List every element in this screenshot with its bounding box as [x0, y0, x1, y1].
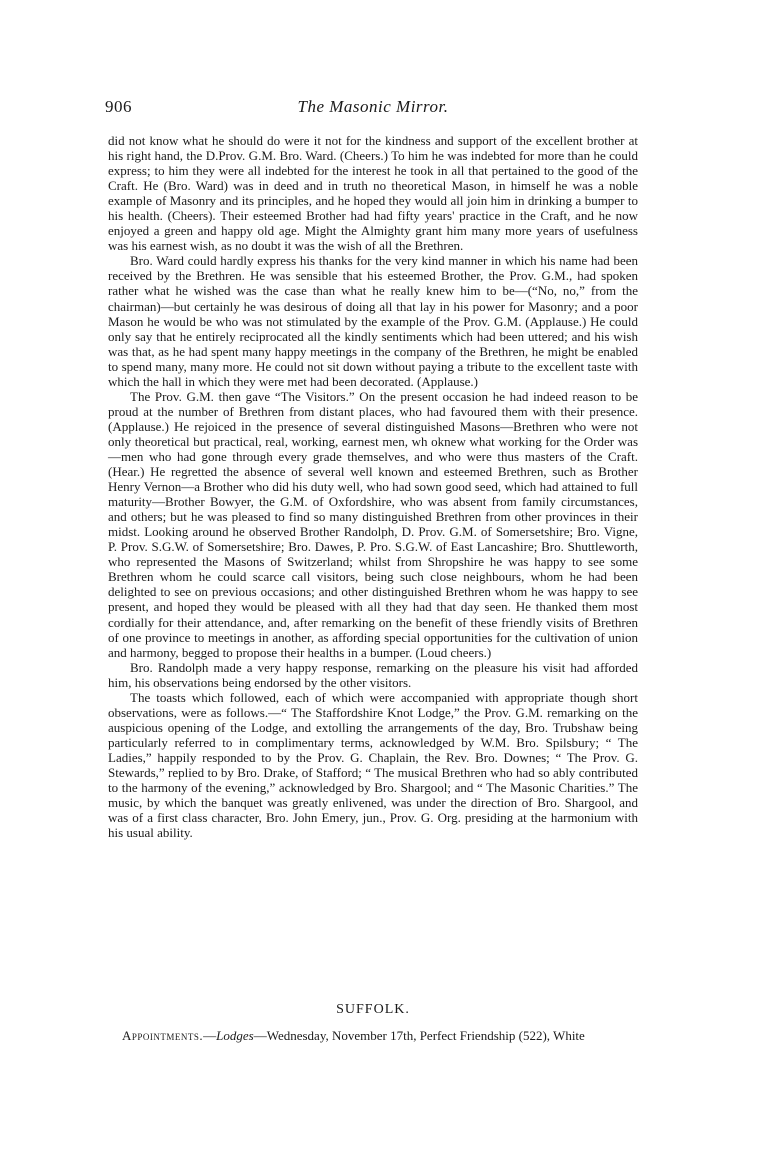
appointments-line [108, 1028, 638, 1043]
appointments-text: Wednesday, November 17th, Perfect Friendship (522), White [266, 1028, 585, 1043]
paragraph: Bro. Ward could hardly express his thanks for the very kind manner in which his name had been received by the Brethren. He was sensible that his esteemed Brother, the Prov. G.M., had spoken rather what he wished was the case than what he really knew him to be—(“No, no,” from the chairman)—but certainly he was desirous of doing all that lay in his power for Masonry; and a poor Mason he would be who was not stimulated by the example of the Prov. G.M. (Applause.) He could only say that he entirely reciprocated all the kindly sentiments which had been uttered; and his wish was that, as he had spent many happy meetings in the company of the Brethren, he might be enabled to spend many, many more. He could not sit down without paying a tribute to the excellent taste with which the hall in which they were met had been decorated. (Applause.) [108, 253, 638, 389]
lodges-dash: — [253, 1028, 267, 1043]
section-heading: SUFFOLK. [336, 1002, 410, 1017]
page-header [105, 97, 641, 123]
appointments-dash: — [203, 1028, 217, 1043]
paragraph: The toasts which followed, each of which were accompanied with appropriate though short observations, were as follows.—“ The Staffordshire Knot Lodge,” the Prov. G.M. remarking on the auspicious opening of the Lodge, and extolling the arrangements of the day, Bro. Trubshaw being particularly referred to in complimentary terms, acknowledged by W.M. Bro. Spilsbury; “ The Ladies,” happily responded to by the Prov. G. Chaplain, the Rev. Bro. Downes; “ The Prov. G. Stewards,” replied to by Bro. Drake, of Stafford; “ The musical Brethren who had so ably contributed to the harmony of the evening,” acknowledged by Bro. Shargool; and “ The Masonic Charities.” The music, by which the banquet was greatly enlivened, was under the direction of Bro. Shargool, and was of a first class character, Bro. John Emery, jun., Prov. G. Org. presiding at the harmonium with his usual ability. [108, 689, 638, 841]
lodges-label: Lodges [216, 1028, 254, 1043]
running-title: The Masonic Mirror. [297, 97, 449, 116]
page-number: 906 [105, 97, 132, 116]
paragraph: Bro. Randolph made a very happy response, remarking on the pleasure his visit had afforded him, his observations being endorsed by the other visitors. [108, 659, 638, 690]
article-body [108, 133, 638, 840]
paragraph: The Prov. G.M. then gave “The Visitors.” On the present occasion he had indeed reason to be proud at the number of Brethren from distant places, who had favoured them with their presence. (Applause.) He rejoiced in the presence of several distinguished Masons—Brethren who were not only theoretical but practical, real, working, earnest men, wh oknew what working for the Order was—men who had gone through every grade themselves, and who were thus masters of the Craft. (Hear.) He regretted the absence of several well known and esteemed Brethren, such as Brother Henry Vernon—a Brother who did his duty well, who had sown good seed, which had attained to full maturity—Brother Bowyer, the G.M. of Oxfordshire, who was absent from family circumstances, and others; but he was pleased to find so many distinguished Brethren from other provinces in their midst. Looking around he observed Brother Randolph, D. Prov. G.M. of Somersetshire; Bro. Vigne, P. Prov. S.G.W. of Somersetshire; Bro. Dawes, P. Pro. S.G.W. of East Lancashire; Bro. Shuttleworth, who represented the Masons of Switzerland; whilst from Shropshire he was happy to see some Brethren whom he could scarce call visitors, being such close neighbours, whom he had been delighted to see on previous occasions; and other distinguished Brethren whom he was happy to see present, and hoped they would be pleased with all they had that day seen. He thanked them most cordially for their attendance, and, after remarking on the benefit of these friendly visits of Brethren of one province to meetings in another, as affording special opportunities for the cultivation of union and harmony, begged to propose their healths in a bumper. (Loud cheers.) [108, 388, 638, 660]
appointments-label: Appointments. [122, 1028, 204, 1043]
paragraph: did not know what he should do were it not for the kindness and support of the excellent brother at his right hand, the D.Prov. G.M. Bro. Ward. (Cheers.) To him he was indebted for more than he could express; to him they were all indebted for the interest he took in all that pertained to the good of the Craft. He (Bro. Ward) was in deed and in truth no theoretical Mason, in himself he was a noble example of Masonry and its principles, and he hoped they would all join him in drinking a bumper to his health. (Cheers). Their esteemed Brother had had fifty years' practice in the Craft, and he now enjoyed a green and happy old age. Might the Almighty grant him many more years of usefulness was his earnest wish, as no doubt it was the wish of all the Brethren. [108, 133, 638, 254]
